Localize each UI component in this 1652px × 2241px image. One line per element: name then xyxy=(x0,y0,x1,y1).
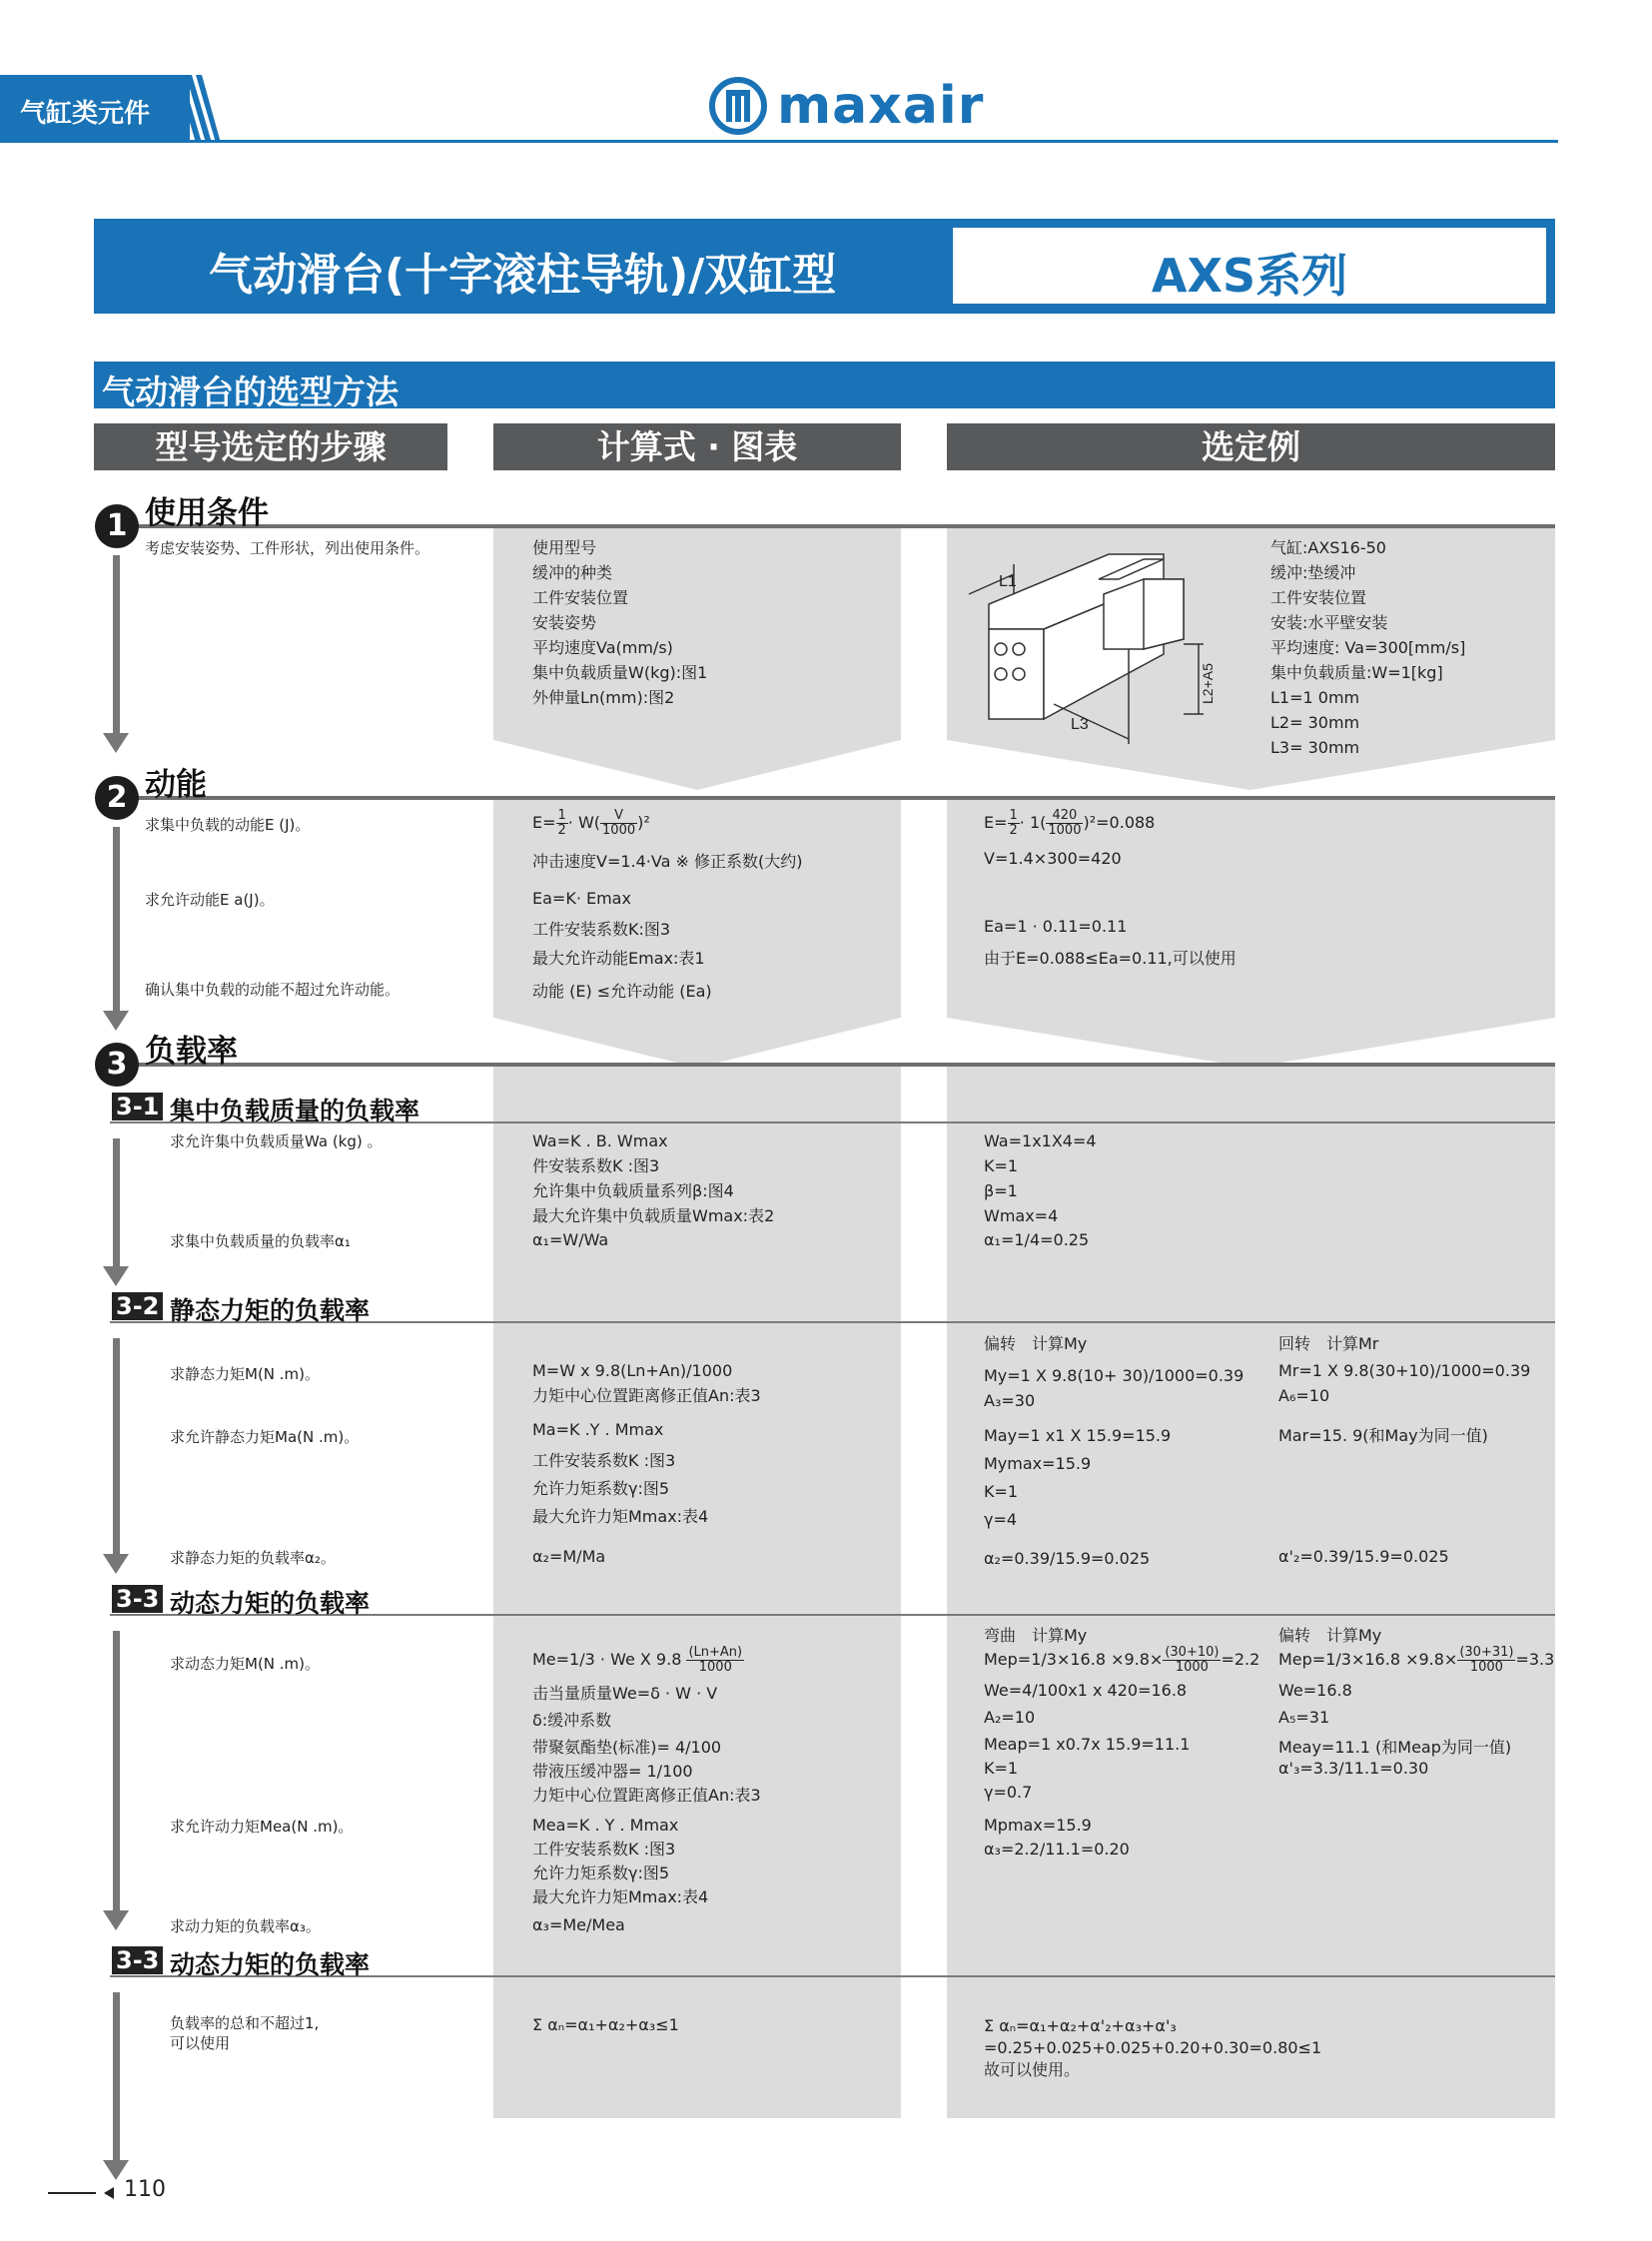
sub1-step2: 求集中负载质量的负载率α₁ xyxy=(170,1232,351,1250)
sub3-formula-item: δ:缓冲系数 xyxy=(532,1711,612,1730)
flow-arrowhead-3-3 xyxy=(103,1910,129,1930)
sub1-title: 集中负载质量的负载率 xyxy=(170,1097,420,1125)
sub1-example-alpha: α₁=1/4=0.25 xyxy=(984,1230,1090,1249)
sub3-example-list-b xyxy=(1278,1681,1511,1783)
sub2-number: 3-2 xyxy=(112,1292,163,1320)
s1-formula-list xyxy=(532,535,707,710)
sub1-number: 3-1 xyxy=(112,1093,163,1120)
s1-example-item: 工件安装位置 xyxy=(1270,588,1367,607)
sub3-example-head-yaw: 偏转 计算My xyxy=(1278,1626,1382,1645)
s1-example-list xyxy=(1270,535,1465,760)
sub2-formula-item: 工件安装系数K :图3 xyxy=(532,1451,676,1470)
section-heading: 气动滑台的选型方法 xyxy=(102,373,399,411)
denominator: 1000 xyxy=(602,823,636,838)
sub4-example-item: 故可以使用。 xyxy=(984,2060,1081,2079)
category-tab xyxy=(0,75,190,143)
sub3-example-item: K=1 xyxy=(984,1759,1019,1778)
denominator: 1000 xyxy=(1048,823,1082,838)
sub1-formula-item: 允许集中负载质量系列β:图4 xyxy=(532,1181,734,1200)
denominator: 1000 xyxy=(698,1660,732,1675)
formula-part: =2.2 xyxy=(1221,1650,1260,1669)
sub2-step1: 求静态力矩M(N .m)。 xyxy=(170,1365,321,1383)
sub3-example-item: We=4/100x1 x 420=16.8 xyxy=(984,1681,1188,1700)
sub3-formula-item: 最大允许力矩Mmax:表4 xyxy=(532,1887,709,1906)
formula-part: · 1( xyxy=(1019,813,1047,832)
sub3-formula-item: 允许力矩系数γ:图5 xyxy=(532,1864,670,1882)
s1-example-item: 缓冲:垫缓冲 xyxy=(1270,563,1356,582)
logo-mark-icon xyxy=(709,77,767,135)
denominator: 1000 xyxy=(1175,1660,1209,1675)
numerator: 1 xyxy=(1009,808,1018,823)
sub4-title: 动态力矩的负载率 xyxy=(170,1950,371,1979)
sub3-example-item: Mpmax=15.9 xyxy=(984,1816,1092,1835)
column-header-formula: 计算式 · 图表 xyxy=(493,423,901,470)
formula-part: E= xyxy=(532,813,556,832)
s1-formula-item: 外伸量Ln(mm):图2 xyxy=(532,688,675,707)
sub2-example-yaw-allowed xyxy=(984,1426,1171,1538)
sub2-example-head-yaw: 偏转 计算My xyxy=(984,1334,1088,1353)
sub3-example-mep-a xyxy=(984,1646,1259,1675)
sub3-formula-me xyxy=(532,1646,744,1675)
sub2-example-roll-alpha: α'₂=0.39/15.9=0.025 xyxy=(1278,1547,1449,1566)
s1-example-item: 安装:水平壁安装 xyxy=(1270,613,1388,632)
s1-formula-item: 缓冲的种类 xyxy=(532,563,613,582)
s2-velocity-example: V=1.4×300=420 xyxy=(984,849,1122,868)
s2-k-note: 工件安装系数K:图3 xyxy=(532,920,671,939)
sub3-example-item: Meay=11.1 (和Meap为同一值) xyxy=(1278,1738,1512,1757)
sub3-formula-item: 工件安装系数K :图3 xyxy=(532,1840,676,1859)
denominator: 2 xyxy=(557,823,566,838)
s2-step1: 求集中负载的动能E (J)。 xyxy=(145,816,311,834)
sub3-formula-item: 力矩中心位置距离修正值An:表3 xyxy=(532,1786,761,1805)
s1-example-item: 平均速度: Va=300[mm/s] xyxy=(1270,638,1466,657)
formula-part: =3.3 xyxy=(1515,1650,1555,1669)
sub2-example-roll-moment xyxy=(1278,1358,1530,1408)
header-rule xyxy=(0,140,1558,143)
flow-arrow-3-1 xyxy=(113,1138,120,1268)
section2-title: 动能 xyxy=(145,767,207,803)
sub2-example-item: Mymax=15.9 xyxy=(984,1454,1092,1473)
s1-example-item: 气缸:AXS16-50 xyxy=(1270,538,1386,557)
diagram-label: L2+A5 xyxy=(1200,663,1216,704)
sub1-formula-list xyxy=(532,1128,774,1228)
cylinder-diagram xyxy=(959,534,1229,759)
sub2-example-item: K=1 xyxy=(984,1482,1019,1501)
sub4-step-text xyxy=(170,2013,319,2053)
numerator: (30+10) xyxy=(1165,1645,1220,1660)
column-header-example: 选定例 xyxy=(947,423,1555,470)
s1-formula-item: 使用型号 xyxy=(532,538,597,557)
s1-formula-item: 集中负载质量W(kg):图1 xyxy=(532,663,708,682)
flow-arrowhead-3-2 xyxy=(103,1554,129,1574)
sub4-example-item: Σ αₙ=α₁+α₂+α'₂+α₃+α'₃ xyxy=(984,2016,1177,2035)
sub3-step2: 求允许动力矩Mea(N .m)。 xyxy=(170,1818,354,1836)
sub2-example-item: A₆=10 xyxy=(1278,1386,1330,1405)
footer-rule xyxy=(48,2192,96,2194)
sub2-formula-allowed xyxy=(532,1420,708,1532)
fraction xyxy=(1008,809,1020,838)
sub2-example-yaw-alpha: α₂=0.39/15.9=0.025 xyxy=(984,1549,1151,1568)
fraction xyxy=(686,1646,744,1675)
flow-arrowhead-2 xyxy=(103,1011,129,1031)
sub1-formula-item: 最大允许集中负载质量Wmax:表2 xyxy=(532,1206,775,1225)
s1-example-item: L1=1 0mm xyxy=(1270,688,1360,707)
sub1-example-item: Wa=1x1X4=4 xyxy=(984,1131,1097,1150)
flow-arrow-3-3 xyxy=(113,1631,120,1912)
sub2-example-item: My=1 X 9.8(10+ 30)/1000=0.39 xyxy=(984,1366,1244,1385)
sub2-step3: 求静态力矩的负载率α₂。 xyxy=(170,1549,336,1567)
flow-arrowhead-1 xyxy=(103,733,129,753)
s1-step-text: 考虑安装姿势、工件形状，列出使用条件。 xyxy=(145,539,430,557)
flow-arrow-1 xyxy=(113,555,120,735)
s2-check-formula: 动能 (E) ≤允许动能 (Ea) xyxy=(532,982,712,1001)
s2-step3: 确认集中负载的动能不超过允许动能。 xyxy=(145,981,401,999)
sub3-example-item: Meap=1 x0.7x 15.9=11.1 xyxy=(984,1735,1191,1754)
s2-energy-formula xyxy=(532,809,650,838)
sub3-formula-list xyxy=(532,1681,761,1807)
section3-title: 负载率 xyxy=(145,1034,238,1070)
sub1-formula-item: Wa=K . B. Wmax xyxy=(532,1131,668,1150)
s2-step2: 求允许动能E a(J)。 xyxy=(145,891,275,909)
formula-part: Mep=1/3×16.8 ×9.8× xyxy=(984,1650,1164,1669)
header-stripes xyxy=(176,75,221,143)
numerator: (Ln+An) xyxy=(688,1645,743,1660)
fraction xyxy=(556,809,568,838)
sub2-formula-item: Ma=K .Y . Mmax xyxy=(532,1420,664,1439)
sub4-example-item: =0.25+0.025+0.025+0.20+0.30=0.80≤1 xyxy=(984,2038,1322,2057)
flow-arrow-3-4 xyxy=(113,1992,120,2162)
sub3-example-item: α'₃=3.3/11.1=0.30 xyxy=(1278,1759,1429,1778)
sub2-formula-moment xyxy=(532,1358,761,1408)
sub3-example-item: γ=0.7 xyxy=(984,1783,1033,1802)
sub2-example-item: Mr=1 X 9.8(30+10)/1000=0.39 xyxy=(1278,1361,1531,1380)
sub3-formula-allowed xyxy=(532,1813,708,1908)
sub3-example-mep-b xyxy=(1278,1646,1554,1675)
sub2-formula-item: 力矩中心位置距离修正值An:表3 xyxy=(532,1386,761,1405)
brand-name: maxair xyxy=(777,76,985,136)
column-header-steps: 型号选定的步骤 xyxy=(94,423,447,470)
sub2-step2: 求允许静态力矩Ma(N .m)。 xyxy=(170,1428,360,1446)
s1-formula-item: 安装姿势 xyxy=(532,613,597,632)
s1-example-item: L3= 30mm xyxy=(1270,738,1360,757)
sub3-example-head-pitch: 弯曲 计算My xyxy=(984,1626,1088,1645)
s1-formula-item: 平均速度Va(mm/s) xyxy=(532,638,673,657)
sub3-formula-alpha: α₃=Me/Mea xyxy=(532,1915,625,1934)
numerator: 1 xyxy=(557,808,566,823)
sub3-example-item: A₅=31 xyxy=(1278,1708,1330,1727)
brand-logo xyxy=(709,76,984,136)
sub2-formula-alpha: α₂=M/Ma xyxy=(532,1547,606,1566)
sub3-formula-item: 击当量质量We=δ · W · V xyxy=(532,1684,718,1703)
sub4-step-line: 可以使用 xyxy=(170,2034,231,2052)
diagram-label: L3 xyxy=(1071,716,1089,733)
formula-part: )² xyxy=(637,813,650,832)
sub2-example-item: A₃=30 xyxy=(984,1391,1036,1410)
denominator: 1000 xyxy=(1469,1660,1503,1675)
series-label: AXS系列 xyxy=(1151,249,1348,303)
formula-part: )²=0.088 xyxy=(1083,813,1156,832)
fraction xyxy=(600,809,637,838)
sub3-example-list-a xyxy=(984,1681,1190,1807)
page-number: 110 xyxy=(124,2177,166,2202)
fraction xyxy=(1046,809,1083,838)
sub2-example-item: γ=4 xyxy=(984,1510,1018,1529)
s2-ea-formula: Ea=K· Emax xyxy=(532,889,631,908)
s2-ea-example: Ea=1 · 0.11=0.11 xyxy=(984,917,1128,936)
formula-part: · W( xyxy=(567,813,601,832)
sub3-step3: 求动力矩的负载率α₃。 xyxy=(170,1917,321,1935)
sub2-example-roll-allowed: Mar=15. 9(和May为同一值) xyxy=(1278,1426,1488,1445)
s1-example-item: L2= 30mm xyxy=(1270,713,1360,732)
sub1-formula-alpha: α₁=W/Wa xyxy=(532,1230,609,1249)
sub2-formula-item: 允许力矩系数γ:图5 xyxy=(532,1479,670,1498)
page-title: 气动滑台(十字滚柱导轨)/双缸型 xyxy=(209,250,837,301)
s2-energy-example xyxy=(984,809,1155,838)
numerator: (30+31) xyxy=(1459,1645,1514,1660)
numerator: 420 xyxy=(1046,809,1083,824)
denominator: 2 xyxy=(1009,823,1018,838)
sub3-step1: 求动态力矩M(N .m)。 xyxy=(170,1655,321,1673)
sub1-example-list xyxy=(984,1128,1097,1228)
sub3-number: 3-3 xyxy=(112,1585,163,1613)
sub1-example-item: K=1 xyxy=(984,1156,1019,1175)
sub4-example-list xyxy=(984,2015,1321,2081)
s2-check-example: 由于E=0.088≤Ea=0.11,可以使用 xyxy=(984,949,1237,968)
formula-part: Mep=1/3×16.8 ×9.8× xyxy=(1278,1650,1458,1669)
sub4-formula: Σ αₙ=α₁+α₂+α₃≤1 xyxy=(532,2015,679,2034)
section2-number: 2 xyxy=(95,776,139,820)
sub2-title: 静态力矩的负载率 xyxy=(170,1296,371,1325)
series-box xyxy=(953,228,1546,304)
section3-number: 3 xyxy=(95,1043,139,1087)
sub3-example-list-a2 xyxy=(984,1813,1130,1861)
page-arrow-icon xyxy=(104,2187,114,2199)
sub4-step-line: 负载率的总和不超过1, xyxy=(170,2014,320,2032)
s2-emax-note: 最大允许动能Emax:表1 xyxy=(532,949,705,968)
s1-example-item: 集中负载质量:W=1[kg] xyxy=(1270,663,1443,682)
flow-arrow-3-2 xyxy=(113,1338,120,1556)
sub3-example-item: α₃=2.2/11.1=0.20 xyxy=(984,1840,1130,1859)
sub3-formula-item: Mea=K . Y . Mmax xyxy=(532,1816,679,1835)
sub2-formula-item: M=W x 9.8(Ln+An)/1000 xyxy=(532,1361,733,1380)
flow-arrow-2 xyxy=(113,827,120,1013)
sub2-example-head-roll: 回转 计算Mr xyxy=(1278,1334,1379,1353)
section1-title: 使用条件 xyxy=(145,495,269,531)
sub1-step1: 求允许集中负载质量Wa (kg) 。 xyxy=(170,1132,383,1150)
sub3-formula-item: 带液压缓冲器= 1/100 xyxy=(532,1762,693,1781)
section-heading-bar xyxy=(94,362,1555,411)
sub3-title: 动态力矩的负载率 xyxy=(170,1589,371,1618)
section1-number: 1 xyxy=(95,504,139,548)
sub2-formula-item: 最大允许力矩Mmax:表4 xyxy=(532,1507,709,1526)
category-label: 气缸类元件 xyxy=(20,99,151,129)
sub2-example-yaw-moment xyxy=(984,1363,1243,1413)
sub1-example-item: β=1 xyxy=(984,1181,1018,1200)
diagram-label: L1 xyxy=(999,573,1017,590)
fraction xyxy=(1163,1646,1221,1675)
sub1-example-item: Wmax=4 xyxy=(984,1206,1059,1225)
sub2-example-item: May=1 x1 X 15.9=15.9 xyxy=(984,1426,1172,1445)
fraction xyxy=(1457,1646,1515,1675)
numerator: V xyxy=(600,809,637,824)
s1-formula-item: 工件安装位置 xyxy=(532,588,629,607)
formula-part: E= xyxy=(984,813,1008,832)
sub4-number: 3-3 xyxy=(112,1946,163,1974)
sub3-example-item: We=16.8 xyxy=(1278,1681,1352,1700)
sub3-example-item: A₂=10 xyxy=(984,1708,1036,1727)
flow-arrowhead-3-1 xyxy=(103,1266,129,1286)
sub3-formula-item: 带聚氨酯垫(标准)= 4/100 xyxy=(532,1738,722,1757)
formula-part: Me=1/3 · We X 9.8 xyxy=(532,1650,682,1669)
sub1-formula-item: 件安装系数K :图3 xyxy=(532,1156,660,1175)
s2-velocity-formula: 冲击速度V=1.4·Va ※ 修正系数(大约) xyxy=(532,852,803,871)
